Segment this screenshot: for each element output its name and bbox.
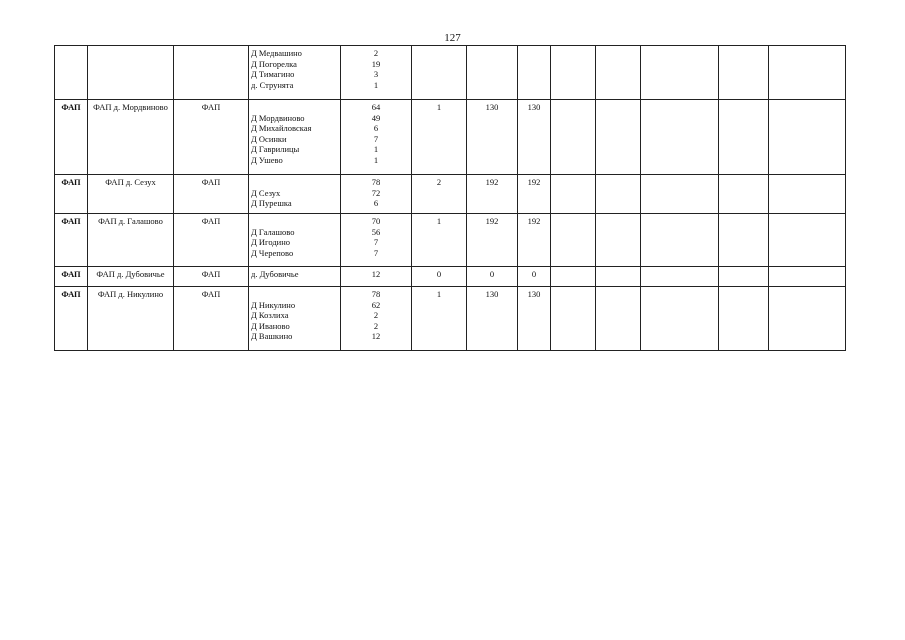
facility-type-cell: ФАП [55, 100, 88, 175]
facility-name-cell: ФАП д. Галашово [88, 214, 174, 267]
empty-cell [719, 46, 769, 100]
settlement-name: д. Дубовичье [251, 269, 299, 279]
table-row [55, 267, 846, 287]
empty-cell [641, 175, 719, 214]
settlement-population: 7 [373, 133, 379, 144]
settlement-population: 72 [371, 187, 381, 198]
settlement-name: д. Струнята [251, 79, 294, 90]
empty-cell [769, 214, 846, 267]
facility-name-cell: ФАП д. Мордвиново [88, 100, 174, 175]
table-row [55, 287, 846, 351]
settlement-population: 56 [371, 226, 381, 237]
blank-line [251, 216, 338, 227]
settlement-name: Д Пурешка [251, 198, 292, 208]
blank-line [251, 102, 338, 113]
value-cell: 192 [467, 214, 518, 267]
facility-kind-cell: ФАП [174, 287, 249, 351]
settlement-name: Д Иваново [251, 320, 290, 331]
value-cell: 192 [518, 214, 551, 267]
empty-cell [596, 100, 641, 175]
settlement-population: 49 [371, 112, 381, 123]
empty-cell [551, 214, 596, 267]
empty-cell [719, 287, 769, 351]
settlement-population: 6 [373, 123, 379, 133]
empty-cell [596, 46, 641, 100]
settlement-name: Д Вашкино [251, 331, 293, 341]
value-cell: 130 [518, 287, 551, 351]
empty-cell [641, 267, 719, 287]
value-cell: 0 [467, 267, 518, 287]
facility-name-cell: ФАП д. Никулино [88, 287, 174, 351]
settlement-population: 2 [373, 310, 379, 320]
population-total: 70 [371, 216, 381, 226]
settlements-cell [249, 287, 341, 351]
settlement-name: Д Медвашино [251, 48, 302, 58]
empty-cell [641, 46, 719, 100]
staff-count-cell: 1 [412, 287, 467, 351]
settlement-population: 1 [373, 144, 379, 154]
facility-type-cell: ФАП [55, 287, 88, 351]
settlement-name: Д Мордвиново [251, 112, 305, 123]
empty-cell [551, 100, 596, 175]
settlement-name: Д Осинки [251, 133, 287, 144]
empty-cell [769, 267, 846, 287]
value-cell [467, 46, 518, 100]
facility-kind-cell: ФАП [174, 175, 249, 214]
empty-cell [719, 100, 769, 175]
settlement-population: 3 [373, 69, 379, 79]
settlement-name: Д Галашово [251, 226, 295, 237]
staff-count-cell: 1 [412, 100, 467, 175]
staff-count-cell: 2 [412, 175, 467, 214]
facility-type-cell: ФАП [55, 267, 88, 287]
settlement-population: 2 [373, 48, 379, 58]
population-cell [341, 267, 412, 287]
settlement-population: 6 [373, 198, 379, 208]
settlement-population: 19 [371, 58, 381, 69]
table-row [55, 46, 846, 100]
empty-cell [551, 287, 596, 351]
settlements-cell [249, 214, 341, 267]
empty-cell [719, 175, 769, 214]
population-total: 12 [371, 269, 381, 279]
facility-type-cell [55, 46, 88, 100]
settlement-population: 7 [373, 247, 379, 258]
facility-kind-cell [174, 46, 249, 100]
empty-cell [769, 287, 846, 351]
settlement-name: Д Сезух [251, 187, 281, 198]
settlements-cell [249, 46, 341, 100]
empty-cell [719, 267, 769, 287]
settlement-name: Д Гаврилицы [251, 144, 300, 154]
staff-count-cell: 0 [412, 267, 467, 287]
value-cell: 130 [518, 100, 551, 175]
blank-line [251, 289, 338, 300]
settlement-name: Д Никулино [251, 299, 296, 310]
value-cell: 192 [518, 175, 551, 214]
settlements-cell [249, 100, 341, 175]
value-cell: 130 [467, 287, 518, 351]
facility-kind-cell: ФАП [174, 100, 249, 175]
facilities-table [54, 45, 846, 351]
facility-name-cell: ФАП д. Дубовичье [88, 267, 174, 287]
facility-type-cell: ФАП [55, 214, 88, 267]
empty-cell [596, 175, 641, 214]
settlement-population: 7 [373, 237, 379, 247]
facility-name-cell [88, 46, 174, 100]
staff-count-cell: 1 [412, 214, 467, 267]
empty-cell [551, 46, 596, 100]
empty-cell [769, 100, 846, 175]
table-row [55, 214, 846, 267]
settlement-population: 62 [371, 299, 381, 310]
facility-type-cell: ФАП [55, 175, 88, 214]
table-row [55, 100, 846, 175]
population-total: 78 [371, 289, 381, 299]
empty-cell [641, 214, 719, 267]
settlements-cell [249, 267, 341, 287]
facility-kind-cell: ФАП [174, 214, 249, 267]
settlement-name: Д Погорелка [251, 58, 297, 69]
settlement-name: Д Ушево [251, 154, 283, 165]
settlement-population: 12 [371, 331, 381, 341]
page-number: 127 [444, 32, 461, 44]
settlement-name: Д Тимагино [251, 69, 295, 79]
settlement-population: 1 [373, 154, 379, 165]
value-cell: 192 [467, 175, 518, 214]
settlement-name: Д Козлиха [251, 310, 289, 320]
settlement-population: 1 [373, 79, 379, 90]
empty-cell [769, 175, 846, 214]
population-cell [341, 287, 412, 351]
value-cell [518, 46, 551, 100]
settlement-population: 2 [373, 320, 379, 331]
settlement-name: Д Михайловская [251, 123, 312, 133]
empty-cell [719, 214, 769, 267]
empty-cell [769, 46, 846, 100]
population-cell [341, 175, 412, 214]
blank-line [251, 177, 338, 188]
facility-kind-cell: ФАП [174, 267, 249, 287]
empty-cell [641, 100, 719, 175]
value-cell: 0 [518, 267, 551, 287]
table-row [55, 175, 846, 214]
value-cell: 130 [467, 100, 518, 175]
settlement-name: Д Игодино [251, 237, 291, 247]
population-total: 64 [371, 102, 381, 112]
empty-cell [551, 175, 596, 214]
population-total: 78 [371, 177, 381, 187]
empty-cell [596, 214, 641, 267]
empty-cell [641, 287, 719, 351]
empty-cell [596, 267, 641, 287]
population-cell [341, 100, 412, 175]
population-cell [341, 214, 412, 267]
settlement-name: Д Черепово [251, 247, 294, 258]
empty-cell [596, 287, 641, 351]
settlements-cell [249, 175, 341, 214]
population-cell [341, 46, 412, 100]
facility-name-cell: ФАП д. Сезух [88, 175, 174, 214]
staff-count-cell [412, 46, 467, 100]
empty-cell [551, 267, 596, 287]
